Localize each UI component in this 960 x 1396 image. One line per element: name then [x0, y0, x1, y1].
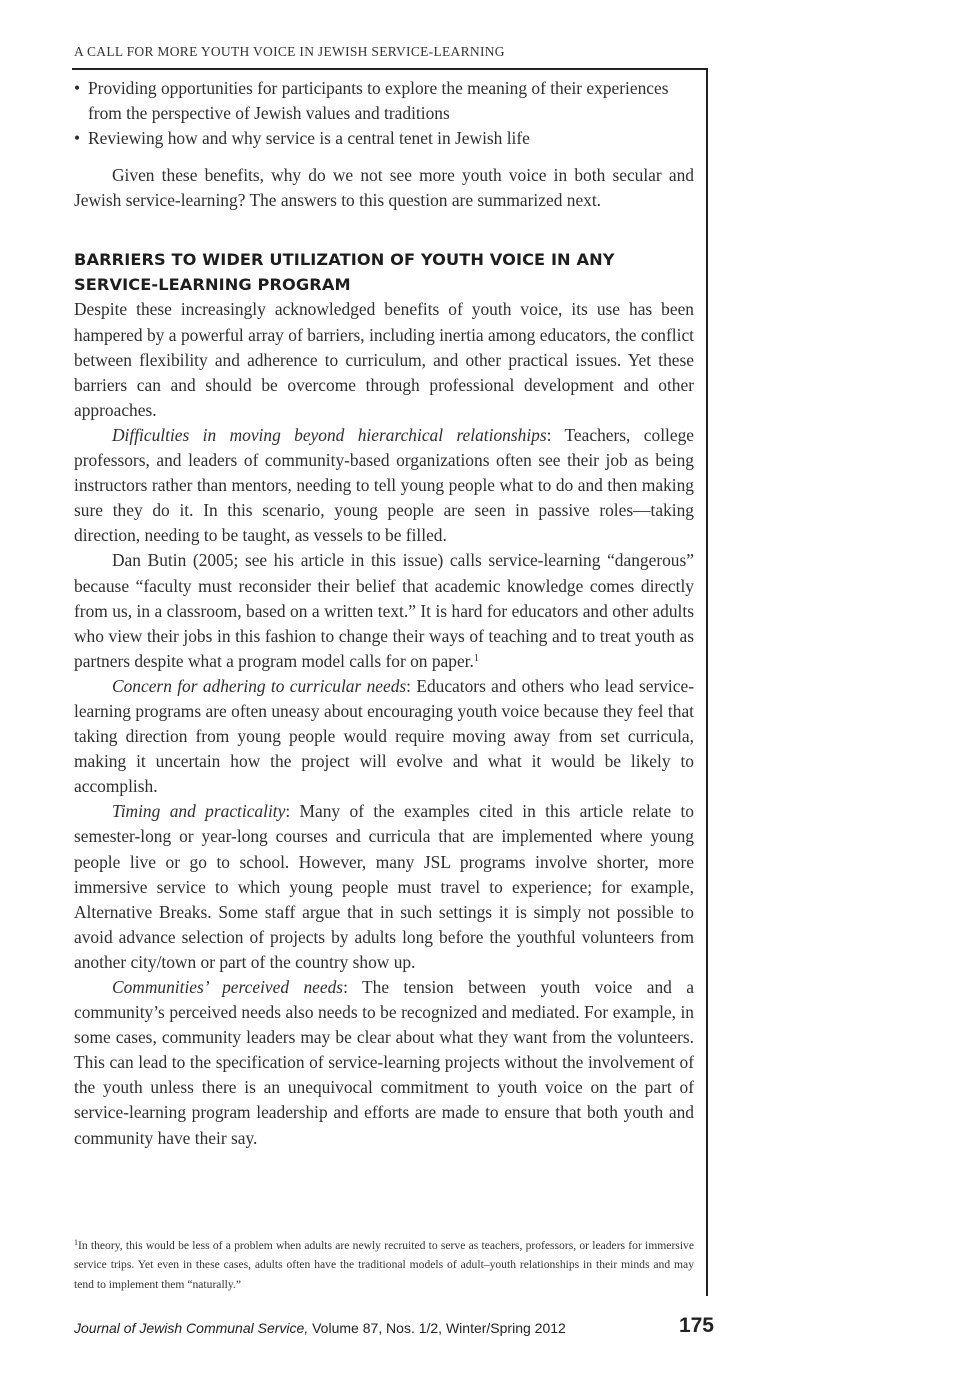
paragraph-timing	[74, 799, 694, 975]
journal-citation	[74, 1320, 566, 1336]
paragraph-title: Timing and practicality	[112, 801, 286, 822]
page-number: 175	[678, 1314, 714, 1337]
paragraph-text: : Educators and others who lead service-learning programs are often uneasy about encouraging youth voice because they feel that taking direction from young people would require moving away from set curricula, making it uncertain how the project will evolve and what it would be likely to accomplish.	[74, 675, 694, 797]
section-heading: BARRIERS TO WIDER UTILIZATION OF YOUTH VOICE IN ANY SERVICE-LEARNING PROGRAM	[74, 250, 615, 295]
footnote-text: In theory, this would be less of a problem when adults are newly recruited to serve as teachers, professors, or leaders for immersive service trips. Yet even in these cases, adults often have the traditional models of adult–youth relationships in their minds and may tend to implement them “naturally.”	[74, 1239, 694, 1291]
footnote-marker: 1	[74, 1238, 78, 1247]
paragraph-title: Communities’ perceived needs	[112, 977, 344, 997]
paragraph-text: : The tension between youth voice and a community’s perceived needs also needs to be recognized and mediated. For example, in some cases, community leaders may be clear about what they want from the volunteers. This can lead to the specification of service-learning projects without the involvement of the youth unless there is an unequivocal commitment to youth voice on the part of service-learning program leadership and efforts are made to ensure that both youth and community have their say.	[74, 977, 694, 1148]
paragraph-concern	[74, 674, 694, 799]
paragraph-difficulties	[74, 423, 694, 548]
paragraph-communities	[74, 975, 694, 1151]
paragraph-title: Concern for adhering to curricular needs	[112, 675, 407, 696]
top-rule	[72, 68, 708, 70]
footnote	[74, 1236, 694, 1294]
intro-paragraph: Given these benefits, why do we not see more youth voice in both secular and Jewish service-learning? The answers to this question are summarized next.	[74, 165, 694, 211]
paragraph-despite: Despite these increasingly acknowledged benefits of youth voice, its use has been hampered by a powerful array of barriers, including inertia among educators, the conflict between flexibility and adherence to curriculum, and other practical issues. Yet these barriers can and should be overcome through professional development and other approaches.	[74, 299, 694, 420]
article-body	[74, 76, 694, 1151]
bullet-item: • Reviewing how and why service is a central tenet in Jewish life	[74, 126, 694, 151]
paragraph-title: Difficulties in moving beyond hierarchical relationships	[112, 424, 547, 445]
journal-name: Journal of Jewish Communal Service,	[74, 1320, 309, 1336]
page-footer	[74, 1316, 714, 1340]
paragraph-butin	[74, 548, 694, 673]
bullet-item: • Providing opportunities for participants to explore the meaning of their experiences from the perspective of Jewish values and traditions	[74, 76, 694, 126]
paragraph-text: Dan Butin (2005; see his article in this issue) calls service-learning “dangerous” because “faculty must reconsider their belief that academic knowledge comes directly from us, in a classroom, based on a written text.” It is hard for educators and other adults who view their jobs in this fashion to change their ways of teaching and to treat youth as partners despite what a program model calls for on paper.	[74, 550, 694, 671]
footnote-reference: 1	[473, 652, 479, 664]
running-head: A CALL FOR MORE YOUTH VOICE IN JEWISH SERVICE-LEARNING	[74, 44, 505, 59]
paragraph-text: : Many of the examples cited in this article relate to semester-long or year-long courses and curricula that are implemented where young people live or go to school. However, many JSL programs involve shorter, more immersive service to which young people must travel to experience; for example, Alternative Breaks. Some staff argue that in such settings it is simply not possible to avoid advance selection of projects by adults long before the youthful volunteers from another city/town or part of the country show up.	[74, 801, 694, 972]
right-rule	[706, 68, 708, 1296]
paragraph-text: : Teachers, college professors, and leaders of community-based organizations often see their job as being instructors rather than mentors, needing to tell young people what to do and then making sure they do it. In this scenario, young people are seen in passive roles—taking direction, needing to be taught, as vessels to be filled.	[74, 424, 694, 546]
journal-issue: Volume 87, Nos. 1/2, Winter/Spring 2012	[308, 1320, 566, 1336]
bullet-list	[74, 76, 694, 151]
